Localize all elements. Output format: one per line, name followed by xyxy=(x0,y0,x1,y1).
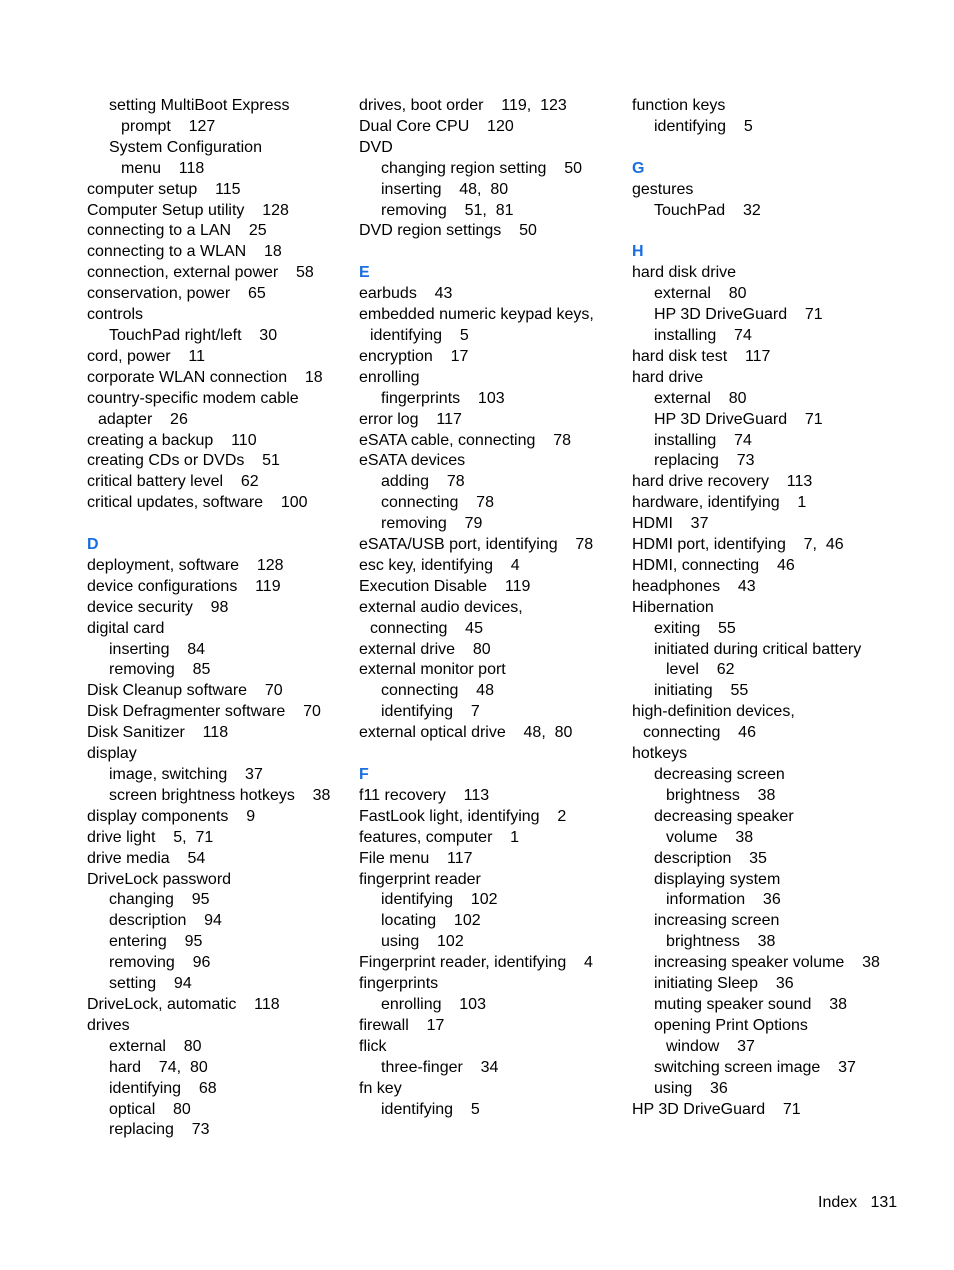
index-subentry: switching screen image 37 xyxy=(654,1058,856,1076)
index-subentry: prompt 127 xyxy=(121,117,216,135)
index-entry: firewall 17 xyxy=(359,1016,445,1034)
index-entry: HP 3D DriveGuard 71 xyxy=(632,1100,801,1118)
page-footer xyxy=(818,1193,897,1213)
index-subentry: increasing speaker volume 38 xyxy=(654,954,880,972)
index-entry: fingerprint reader xyxy=(359,870,481,888)
index-entry: f11 recovery 113 xyxy=(359,786,490,804)
index-entry: connecting to a LAN 25 xyxy=(87,222,267,240)
index-subentry: replacing 73 xyxy=(654,452,755,470)
section-spacer xyxy=(632,138,932,159)
index-entry: HDMI port, identifying 7, 46 xyxy=(632,536,844,554)
index-entry: DriveLock, automatic 118 xyxy=(87,995,280,1013)
section-spacer xyxy=(87,514,349,535)
index-entry: fingerprints xyxy=(359,975,439,993)
index-entry: hotkeys xyxy=(632,745,688,763)
index-entry: eSATA cable, connecting 78 xyxy=(359,431,571,449)
index-subentry: image, switching 37 xyxy=(109,766,263,783)
index-entry: Disk Cleanup software 70 xyxy=(87,682,283,700)
index-entry: display components 9 xyxy=(87,807,256,825)
index-subentry: removing 96 xyxy=(109,954,211,972)
index-entry: eSATA devices xyxy=(359,452,466,470)
index-entry: drive media 54 xyxy=(87,849,206,867)
index-subentry: replacing 73 xyxy=(109,1121,210,1139)
index-entry: hard drive recovery 113 xyxy=(632,473,813,491)
index-subentry: opening Print Options xyxy=(654,1016,808,1034)
index-subentry: external 80 xyxy=(654,285,747,303)
index-subentry: connecting 48 xyxy=(381,682,494,700)
index-entry: controls xyxy=(87,306,144,324)
index-subentry: identifying 68 xyxy=(109,1079,217,1097)
index-entry: critical battery level 62 xyxy=(87,473,259,491)
section-letter: E xyxy=(359,264,370,282)
index-subentry: removing 51, 81 xyxy=(381,201,514,219)
index-entry: flick xyxy=(359,1037,387,1055)
index-subentry: HP 3D DriveGuard 71 xyxy=(654,410,823,428)
index-entry: fn key xyxy=(359,1079,402,1097)
index-entry: creating a backup 110 xyxy=(87,431,257,449)
index-subentry: changing 95 xyxy=(109,891,210,909)
section-spacer xyxy=(359,744,621,765)
index-subentry: identifying 5 xyxy=(654,117,753,135)
index-entry: corporate WLAN connection 18 xyxy=(87,368,323,386)
index-entry: country-specific modem cable xyxy=(87,389,299,407)
index-subentry: hard 74, 80 xyxy=(109,1058,208,1076)
index-entry: eSATA/USB port, identifying 78 xyxy=(359,536,594,554)
index-entry: external audio devices, xyxy=(359,598,523,616)
index-subentry: inserting 84 xyxy=(109,640,206,658)
index-entry: creating CDs or DVDs 51 xyxy=(87,452,280,470)
section-letter: G xyxy=(632,159,645,177)
index-entry: HDMI, connecting 46 xyxy=(632,556,795,574)
page-number: 131 xyxy=(870,1194,898,1211)
index-entry: embedded numeric keypad keys, xyxy=(359,306,594,324)
section-spacer xyxy=(359,242,621,263)
index-entry: features, computer 1 xyxy=(359,828,520,846)
index-entry: File menu 117 xyxy=(359,849,473,867)
index-entry: Disk Defragmenter software 70 xyxy=(87,703,321,721)
index-subentry: TouchPad 32 xyxy=(654,201,761,219)
index-entry: Execution Disable 119 xyxy=(359,577,531,595)
index-entry: device configurations 119 xyxy=(87,577,281,595)
index-entry: Computer Setup utility 128 xyxy=(87,201,289,219)
index-subentry: inserting 48, 80 xyxy=(381,180,509,198)
index-entry: display xyxy=(87,745,137,763)
index-entry: drives xyxy=(87,1016,130,1034)
index-subentry: using 36 xyxy=(654,1079,728,1097)
index-entry: hard drive xyxy=(632,368,704,386)
index-subentry: initiating 55 xyxy=(654,682,749,700)
index-entry: hard disk test 117 xyxy=(632,347,771,365)
index-entry: external optical drive 48, 80 xyxy=(359,724,573,742)
index-subentry: adding 78 xyxy=(381,473,465,491)
index-column-3 xyxy=(632,96,932,1120)
index-entry: connection, external power 58 xyxy=(87,264,314,282)
index-subentry: description 94 xyxy=(109,912,222,930)
index-subentry: connecting 46 xyxy=(643,724,756,742)
index-subentry: identifying 7 xyxy=(381,703,480,721)
index-entry: conservation, power 65 xyxy=(87,285,266,303)
index-subentry: external 80 xyxy=(654,389,747,407)
index-subentry: brightness 38 xyxy=(666,933,776,951)
index-subentry: menu 118 xyxy=(121,159,205,177)
index-subentry: setting 94 xyxy=(109,975,192,993)
index-column-2 xyxy=(359,96,621,1120)
index-entry: DVD xyxy=(359,138,393,156)
index-subentry: connecting 78 xyxy=(381,494,494,512)
index-subentry: three-finger 34 xyxy=(381,1058,499,1076)
index-entry: headphones 43 xyxy=(632,577,756,595)
index-entry: Hibernation xyxy=(632,598,714,616)
index-subentry: initiated during critical battery xyxy=(654,640,862,658)
index-entry: Dual Core CPU 120 xyxy=(359,117,514,135)
index-subentry: fingerprints 103 xyxy=(381,389,505,407)
index-subentry: information 36 xyxy=(666,891,781,909)
index-entry: error log 117 xyxy=(359,410,462,428)
index-entry: drives, boot order 119, 123 xyxy=(359,97,567,114)
index-subentry: external 80 xyxy=(109,1037,202,1055)
index-subentry: setting MultiBoot Express xyxy=(109,97,290,114)
index-subentry: installing 74 xyxy=(654,326,752,344)
index-subentry: locating 102 xyxy=(381,912,481,930)
index-entry: high-definition devices, xyxy=(632,703,795,721)
index-subentry: changing region setting 50 xyxy=(381,159,583,177)
index-subentry: muting speaker sound 38 xyxy=(654,995,848,1013)
index-entry: gestures xyxy=(632,180,694,198)
index-subentry: identifying 5 xyxy=(381,1100,480,1118)
index-entry: esc key, identifying 4 xyxy=(359,556,520,574)
index-entry: HDMI 37 xyxy=(632,515,709,533)
index-entry: DriveLock password xyxy=(87,870,232,888)
index-entry: Disk Sanitizer 118 xyxy=(87,724,229,742)
index-entry: deployment, software 128 xyxy=(87,556,284,574)
index-subentry: HP 3D DriveGuard 71 xyxy=(654,306,823,324)
index-entry: Fingerprint reader, identifying 4 xyxy=(359,954,593,972)
index-subentry: decreasing speaker xyxy=(654,807,794,825)
index-subentry: level 62 xyxy=(666,661,735,679)
index-entry: drive light 5, 71 xyxy=(87,828,214,846)
index-entry: connecting to a WLAN 18 xyxy=(87,243,282,261)
index-entry: hard disk drive xyxy=(632,264,737,282)
section-letter: D xyxy=(87,536,99,554)
index-entry: critical updates, software 100 xyxy=(87,494,308,512)
index-subentry: using 102 xyxy=(381,933,464,951)
index-entry: device security 98 xyxy=(87,598,229,616)
index-subentry: optical 80 xyxy=(109,1100,191,1118)
index-column-1 xyxy=(87,96,349,1141)
index-subentry: identifying 5 xyxy=(370,326,469,344)
index-subentry: exiting 55 xyxy=(654,619,736,637)
index-subentry: TouchPad right/left 30 xyxy=(109,326,278,344)
section-letter: H xyxy=(632,243,644,261)
index-subentry: removing 79 xyxy=(381,515,483,533)
index-subentry: installing 74 xyxy=(654,431,752,449)
index-subentry: decreasing screen xyxy=(654,766,785,783)
section-letter: F xyxy=(359,766,369,783)
index-subentry: removing 85 xyxy=(109,661,211,679)
index-subentry: entering 95 xyxy=(109,933,203,951)
index-subentry: adapter 26 xyxy=(98,410,188,428)
index-entry: earbuds 43 xyxy=(359,285,453,303)
index-subentry: connecting 45 xyxy=(370,619,483,637)
footer-label: Index xyxy=(818,1194,858,1211)
index-entry: external monitor port xyxy=(359,661,506,679)
index-entry: DVD region settings 50 xyxy=(359,222,537,240)
index-subentry: window 37 xyxy=(666,1037,755,1055)
index-subentry: displaying system xyxy=(654,870,781,888)
index-entry: digital card xyxy=(87,619,165,637)
index-entry: computer setup 115 xyxy=(87,180,241,198)
index-entry: hardware, identifying 1 xyxy=(632,494,807,512)
index-subentry: System Configuration xyxy=(109,138,262,156)
section-spacer xyxy=(632,221,932,242)
index-subentry: identifying 102 xyxy=(381,891,498,909)
index-entry: cord, power 11 xyxy=(87,347,205,365)
index-subentry: description 35 xyxy=(654,849,767,867)
index-entry: encryption 17 xyxy=(359,347,469,365)
index-subentry: enrolling 103 xyxy=(381,995,486,1013)
index-entry: external drive 80 xyxy=(359,640,491,658)
index-subentry: brightness 38 xyxy=(666,786,776,804)
index-entry: FastLook light, identifying 2 xyxy=(359,807,567,825)
index-subentry: volume 38 xyxy=(666,828,754,846)
index-subentry: initiating Sleep 36 xyxy=(654,975,794,993)
index-subentry: screen brightness hotkeys 38 xyxy=(109,786,331,804)
index-subentry: increasing screen xyxy=(654,912,780,930)
index-entry: function keys xyxy=(632,97,726,114)
index-entry: enrolling xyxy=(359,368,420,386)
